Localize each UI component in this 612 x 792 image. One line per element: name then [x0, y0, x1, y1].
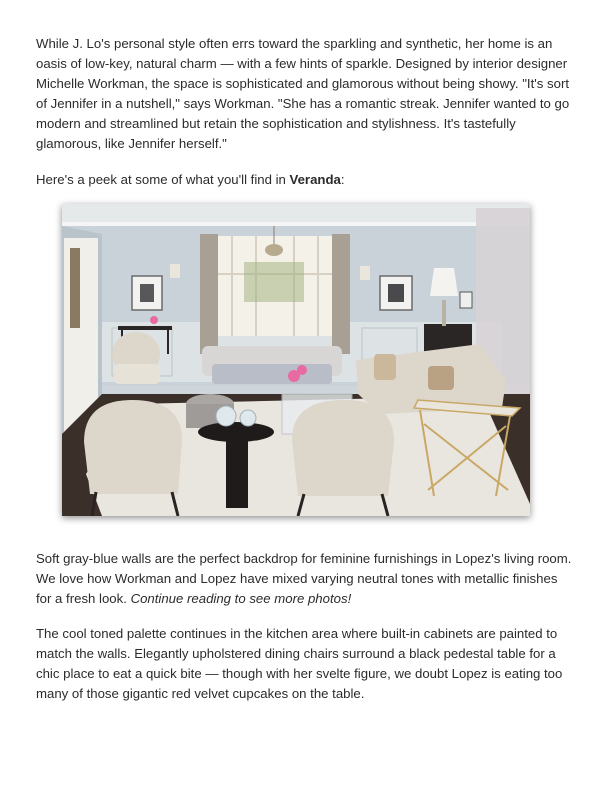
veranda-intro-suffix: : — [340, 172, 345, 187]
curtain-middle — [332, 234, 350, 354]
living-room-text: Soft gray-blue walls are the perfect backdrop for feminine furnishings in Lopez's living room. We love how Workman and Lopez have mixed varying neutral tones with metallic finishes for a fresh look. — [36, 551, 572, 606]
veranda-link[interactable]: Veranda — [289, 172, 341, 187]
front-chair-right — [292, 400, 394, 496]
living-room-paragraph — [36, 549, 576, 609]
continue-reading-link[interactable]: Continue reading to see more photos! — [130, 591, 352, 606]
flowers-console — [150, 316, 158, 324]
curtain-left — [200, 234, 218, 354]
intro-paragraph: While J. Lo's personal style often errs toward the sparkling and synthetic, her home is an oasis of low-key, natural charm — with a few hints of sparkle. Designed by interior designer Michelle Workman, the space is sophisticated and glamorous without being showy. "It's sort of Jennifer in a nutshell," says Workman. "She has a romantic streak. Jennifer wanted to go modern and streamlined but retain the sophistication and stylishness. It's tastefully glamorous, like Jennifer herself." — [36, 36, 570, 151]
veranda-intro-line — [36, 170, 576, 190]
living-room-photo — [62, 204, 530, 516]
kitchen-paragraph: The cool toned palette continues in the kitchen area where built-in cabinets are painted to match the walls. Elegantly upholstered dining chairs surround a black pedestal table for a chic place to eat a quick bite — though with her svelte figure, we doubt Lopez is eating too many of those gigantic red velvet cupcakes on the table. — [36, 626, 563, 701]
veranda-intro-prefix: Here's a peek at some of what you'll find in — [36, 172, 290, 187]
living-room-illustration — [62, 204, 530, 516]
front-chair-left — [84, 400, 182, 494]
